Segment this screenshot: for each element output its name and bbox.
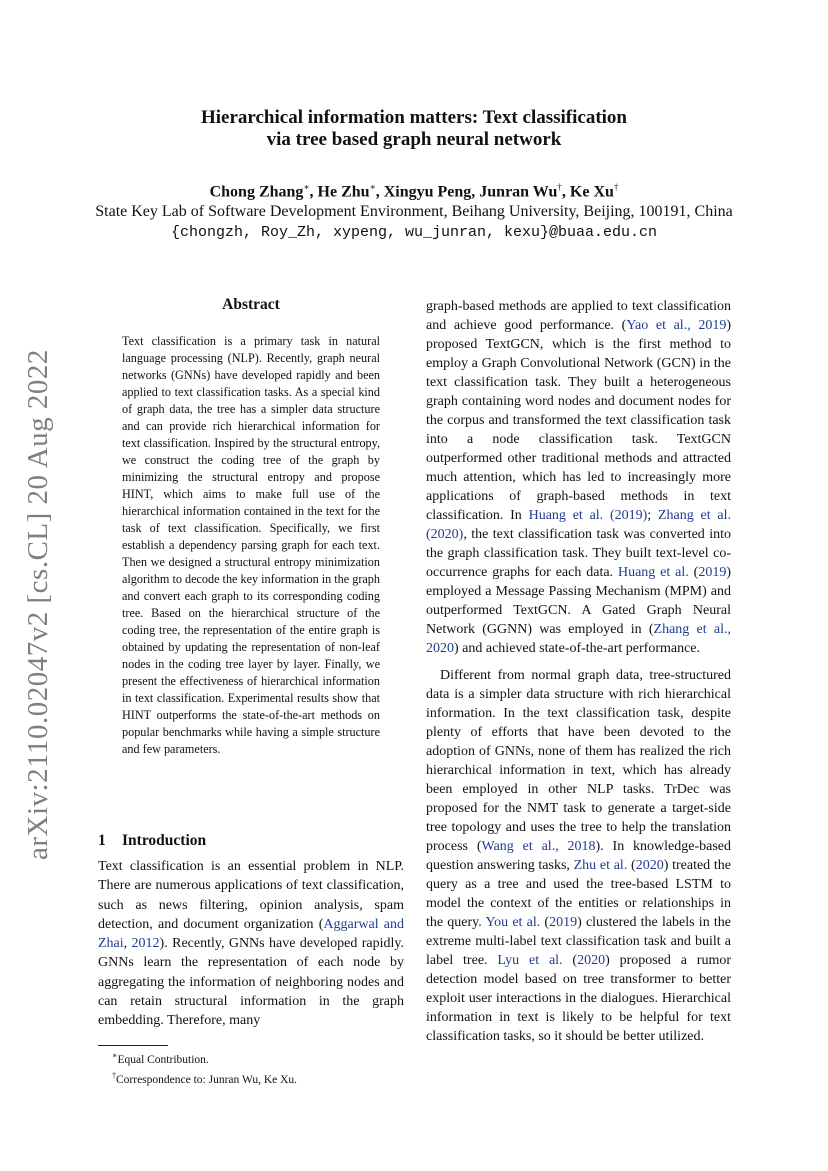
- section-heading: [98, 832, 206, 850]
- affiliation: State Key Lab of Software Development Environment, Beihang University, Beijing, 100191, China: [95, 203, 733, 220]
- body-text: (: [562, 953, 578, 968]
- arxiv-identifier-stamp: arXiv:2110.02047v2 [cs.CL] 20 Aug 2022: [22, 349, 54, 860]
- body-text: Text classification is an essential problem in NLP. There are numerous applications of text classification, such as news filtering, opinion analysis, spam detection, and document organization (: [98, 859, 404, 932]
- citation-link[interactable]: Huang et al.: [617, 565, 689, 580]
- citation-link[interactable]: Zhang et al. (2020): [426, 508, 731, 542]
- section-title: Introduction: [122, 832, 207, 849]
- citation-link[interactable]: You et al.: [485, 915, 541, 930]
- title-line-2: via tree based graph neural network: [266, 129, 562, 150]
- citation-link[interactable]: Wang et al., 2018: [481, 839, 596, 854]
- body-text: ;: [647, 508, 658, 523]
- citation-link[interactable]: 2020: [635, 858, 664, 873]
- right-column: [426, 297, 731, 1046]
- author-name: Chong Zhang: [209, 183, 304, 201]
- body-text: ,: [123, 936, 132, 952]
- citation-link[interactable]: Yao et al., 2019: [626, 318, 727, 333]
- author-emails: {chongzh, Roy_Zh, xypeng, wu_junran, kexu}@buaa.edu.cn: [170, 224, 658, 241]
- body-text: (: [627, 858, 636, 873]
- intro-paragraph: [98, 857, 404, 1031]
- body-text: ) proposed TextGCN, which is the first method to employ a Graph Convolutional Network (GCN) in the text classification task. They built a heterogeneous graph containing word nodes and document nodes for the corpus and transformed the text classification task into a node classification task. TextGCN outperformed other traditional methods and attracted much attention, which has led to increasingly more applications of graph-based methods in text classification. In: [426, 318, 731, 523]
- author-list: [100, 182, 728, 201]
- author-separator: ,: [375, 183, 384, 201]
- author-separator: ,: [309, 183, 318, 201]
- author-name: Xingyu Peng: [383, 183, 472, 201]
- footnote-divider: [98, 1045, 168, 1046]
- body-text: ) proposed a rumor detection model based on tree transformer to better exploit user interactions in the dialogues. Hierarchical information in text is likely to be helpful for text classification tasks, so it should be better utilized.: [426, 953, 731, 1044]
- intro-paragraph-2: [426, 666, 731, 1046]
- footnote-mark: ∗: [112, 1051, 118, 1060]
- body-text: ) employed a Message Passing Mechanism (MPM) and outperformed TextGCN. A Gated Graph Neural Network (GGNN) was employed in (: [426, 565, 731, 637]
- citation-link[interactable]: Huang et al. (2019): [528, 508, 648, 523]
- correspondence-mark: †: [613, 182, 619, 192]
- citation-link[interactable]: Aggarwal and Zhai: [98, 916, 404, 952]
- section-number: 1: [98, 832, 106, 849]
- citation-link[interactable]: Zhu et al.: [573, 858, 628, 873]
- equal-contribution-mark: ∗: [369, 182, 376, 192]
- body-text: ) clustered the labels in the extreme multi-label text classification task and built a label tree.: [426, 915, 731, 968]
- body-text: ) treated the query as a tree and used the tree-based LSTM to model the context of the entities or relationships in the query.: [426, 858, 731, 930]
- body-text: graph-based methods are applied to text classification and achieve good performance. (: [426, 299, 731, 333]
- correspondence-mark: †: [557, 182, 562, 192]
- citation-link[interactable]: 2019: [698, 565, 727, 580]
- body-text: (: [540, 915, 550, 930]
- footnote-correspondence: [112, 1068, 402, 1088]
- body-text: ) and achieved state-of-the-art performance.: [454, 641, 701, 656]
- body-text: , the text classification task was converted into the graph classification task. They built text-level co-occurrence graphs for each data.: [426, 527, 731, 580]
- footnote-equal-contribution: [112, 1048, 402, 1068]
- abstract-text: Text classification is a primary task in natural language processing (NLP). Recently, graph neural networks (GNNs) have developed rapidly and been applied to text classification tasks. As a special kind of graph data, the tree has a simpler data structure and can provide rich hierarchical information for text classification. Inspired by the structural entropy, we construct the coding tree of the graph by minimizing the structural entropy and propose HINT, which aims to make full use of the hierarchical information contained in the text for the task of text classification. Specifically, we first establish a dependency parsing graph for each text. Then we designed a structural entropy minimization algorithm to decode the key information in the graph and convert each graph to its corresponding coding tree. Based on the hierarchical structure of the coding tree, the representation of the entire graph is obtained by updating the representation of non-leaf nodes in the coding tree layer by layer. Finally, we present the effectiveness of hierarchical information in text classification. Experimental results show that HINT outperforms the state-of-the-art methods on popular benchmarks while having a simple structure and few parameters.: [122, 334, 380, 756]
- title-line-1: Hierarchical information matters: Text classification: [200, 107, 627, 128]
- equal-contribution-mark: ∗: [303, 182, 310, 192]
- citation-link[interactable]: 2019: [549, 915, 578, 930]
- citation-link[interactable]: 2020: [577, 953, 606, 968]
- footnote-mark: †: [112, 1070, 116, 1080]
- citation-link[interactable]: Zhang et al., 2020: [426, 622, 731, 656]
- author-name: Junran Wu: [479, 183, 558, 201]
- intro-paragraph-continued: [426, 297, 731, 658]
- author-name: He Zhu: [317, 183, 370, 201]
- author-separator: ,: [561, 183, 570, 201]
- footnotes: [112, 1048, 402, 1088]
- abstract-heading: Abstract: [222, 296, 280, 313]
- body-text: Different from normal graph data, tree-structured data is a simpler data structure with rich hierarchical information. In the text classification task, despite plenty of efforts that have been devoted to the adoption of GNNs, none of them has realized the rich hierarchical information in text, which has already been employed in other NLP tasks. TrDec was proposed for the NMT task to generate a target-side tree topology and uses the tree to help the translation process (: [426, 668, 731, 854]
- footnote-text: Equal Contribution.: [117, 1053, 209, 1066]
- abstract-body: [122, 333, 380, 758]
- author-name: Ke Xu: [569, 183, 614, 201]
- body-text: (: [688, 565, 699, 580]
- body-text: ). In knowledge-based question answering tasks,: [426, 839, 731, 873]
- citation-link[interactable]: Lyu et al.: [497, 953, 563, 968]
- author-separator: ,: [471, 183, 480, 201]
- body-text: ). Recently, GNNs have developed rapidly. GNNs learn the representation of each node by aggregating the information of neighboring nodes and can retain structural information in the graph embedding. Therefore, many: [98, 936, 404, 1029]
- paper-title: [100, 107, 728, 151]
- citation-link[interactable]: 2012: [131, 936, 160, 952]
- footnote-text: Correspondence to: Junran Wu, Ke Xu.: [116, 1073, 298, 1086]
